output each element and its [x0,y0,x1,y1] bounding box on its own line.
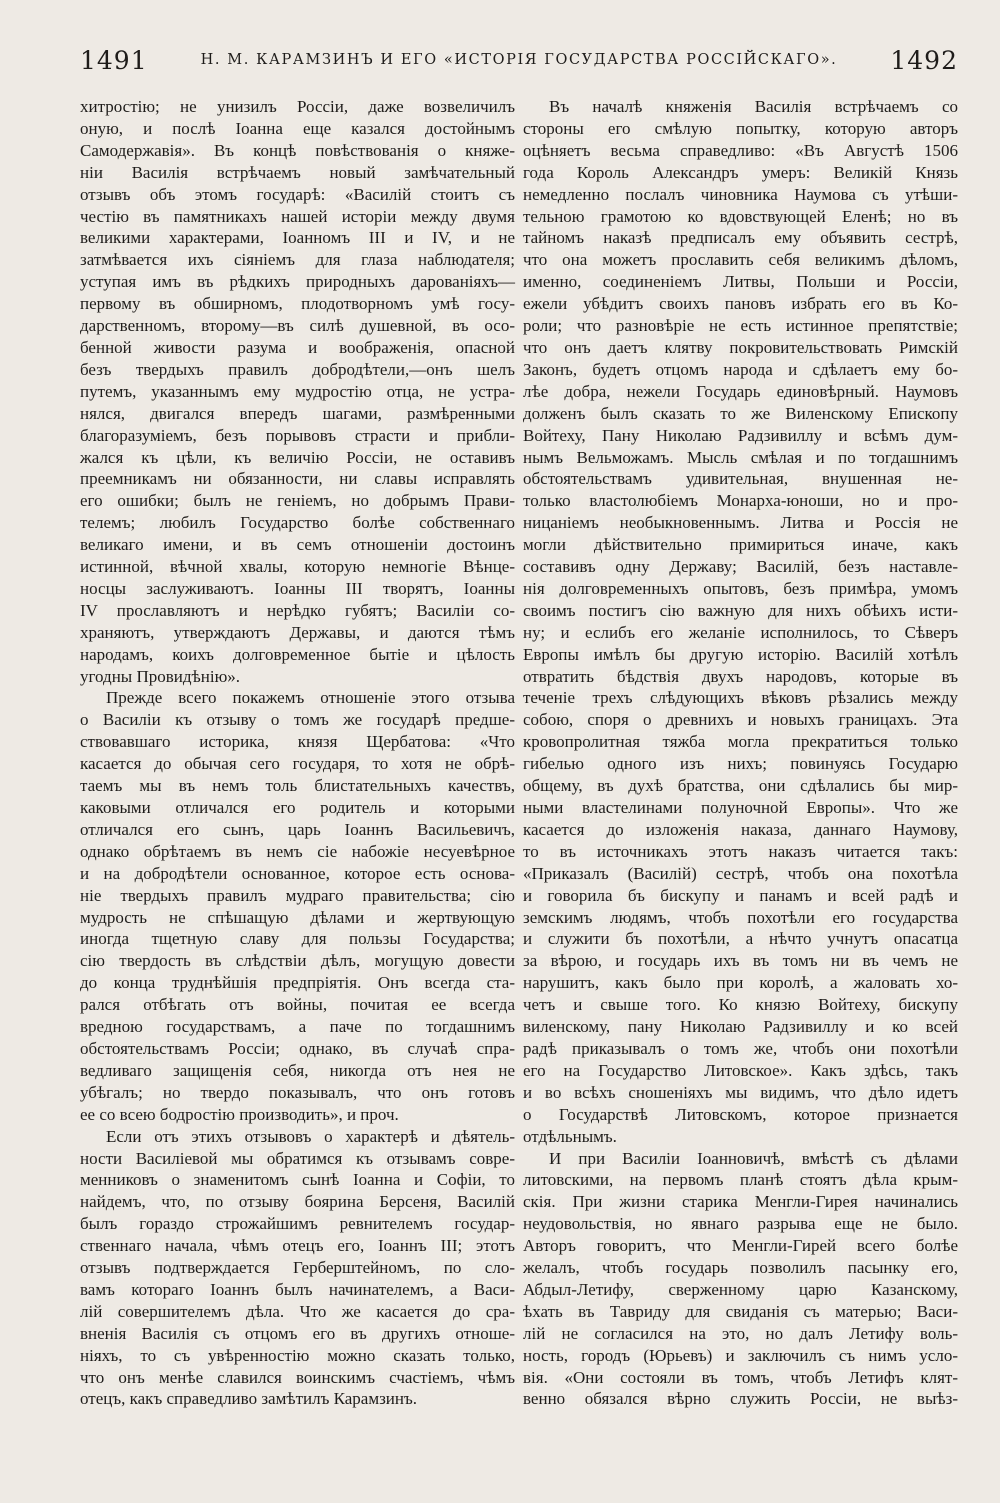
text-line: лій не согласился на это, но далъ Летифу воль- [523,1323,958,1343]
text-line: обстоятельствамъ Россіи; однако, въ случаѣ спра- [80,1038,515,1058]
text-line: Войтеху, Пану Николаю Радзивиллу и всѣмъ дум- [523,425,958,445]
text-line: «Приказалъ (Василій) сестрѣ, чтобъ она похотѣла [523,863,958,883]
text-line: найдемъ, что, по отзыву боярина Берсеня, Василій [80,1192,515,1212]
text-line: и во всѣхъ сношеніяхъ мы видимъ, что дѣло идетъ [523,1082,958,1102]
text-line: отличался его сынъ, царь Іоаннъ Васильевичъ, [80,819,515,839]
text-line: земскимъ людямъ, чтобъ похотѣли его государства [523,907,958,927]
text-line: великими характерами, Іоанномъ III и IV, и не [80,228,515,248]
text-line: первому въ обширномъ, плодотворномъ умѣ госу- [80,294,515,314]
text-line: угодны Провидѣнію». [80,666,241,686]
text-line: четъ и свыше того. Ко князю Войтеху, бискупу [523,995,958,1015]
text-line: ствовавшаго историка, князя Щербатова: «Что [80,732,515,752]
text-line: дарственномъ, второму—въ силѣ душевной, въ осо- [80,316,515,336]
text-line: могли дѣйствительно примириться иначе, какъ [523,535,958,555]
page-number-left: 1491 [80,46,148,75]
text-column-left [80,96,515,1410]
text-line: ведливаго защищенія себя, никогда отъ нея не [80,1060,515,1080]
text-line: своимъ постигъ сію важную для нихъ обѣихъ исти- [523,600,958,620]
text-line: его на Государство Литовское». Какъ здѣсь, такъ [523,1060,958,1080]
text-line: и на добродѣтели основанное, которое есть основа- [80,863,515,883]
text-line: до конца труднѣйшія предпріятія. Онъ всегда ста- [80,973,515,993]
text-line: уступая имъ въ рѣдкихъ природныхъ дарованіяхъ— [80,272,515,292]
text-line: каковыми отличался его родитель и которыми [80,798,515,817]
text-line: нымъ Вельможамъ. Мысль смѣлая и по тогдашнимъ [523,447,958,467]
text-line: отецъ, какъ справедливо замѣтилъ Карамзинъ. [80,1389,418,1409]
text-line: скія. При жизни старика Менгли-Гирея начинались [523,1192,958,1212]
text-line: сію твердость въ слѣдствіи дѣлъ, могущую довести [80,951,515,971]
text-line: долженъ былъ сказать то же Виленскому Епископу [523,403,958,423]
text-line: года Король Александръ умеръ: Великій Князь [523,162,958,182]
text-line: Авторъ говоритъ, что Менгли-Гирей всего болѣе [523,1236,958,1256]
text-line: менниковъ о знаменитомъ сынѣ Іоанна и Софіи, то [80,1170,515,1190]
text-line: нія долговременныхъ опытовъ, безъ примѣра, умомъ [523,578,958,598]
text-line: убѣгалъ; но твердо показывалъ, что онъ готовъ [80,1082,515,1102]
text-line: Европы имѣлъ бы другую исторію. Василій хотѣлъ [523,644,958,664]
text-line: хитростію; не унизилъ Россіи, даже возвеличилъ [80,97,515,116]
text-line: литовскими, на первомъ планѣ стоятъ дѣла крым- [523,1170,958,1190]
text-line: что онъ даетъ клятву покровительствовать Римскій [523,337,958,357]
text-line: роли; что разновѣріе не есть истинное препятствіе; [523,316,958,336]
text-line: Въ началѣ княженія Василія встрѣчаемъ со [549,97,958,116]
text-line: отдѣльнымъ. [523,1126,617,1146]
text-line: мудрость не спѣшащую дѣлами и жертвующую [80,907,515,927]
text-line: желалъ, чтобъ государь позволилъ пасынку его, [523,1258,958,1278]
text-line: то въ источникахъ этотъ наказъ читается такъ: [523,841,958,861]
text-line: оную, и послѣ Іоанна еще казался достойнымъ [80,118,515,138]
text-line: ее со всею бодростію производить», и проч. [80,1104,399,1124]
text-line: отзывъ объ этомъ государѣ: «Василій стоитъ съ [80,184,515,204]
text-line: Абдыл-Летифу, сверженному царю Казанскому, [523,1279,958,1299]
text-line: гибелью одного изъ нихъ; повинуясь Государю [523,754,958,774]
text-line: ежели убѣдитъ своихъ пановъ избрать его въ Ко- [523,294,958,314]
text-line: Самодержавія». Въ концѣ повѣствованія о княже- [80,140,515,160]
text-line: однако обрѣтаемъ въ немъ сіе набожіе несуевѣрное [80,841,515,861]
text-line: иногда тщетную славу для пользы Государства; [80,929,515,949]
text-line: рался отбѣгать отъ войны, почитая ее всегда [80,995,515,1015]
text-line: о Василіи къ отзыву о томъ же государѣ предше- [80,710,515,730]
text-line: ницаніемъ необыкновеннымъ. Литва и Россія не [523,513,958,533]
text-column-right [523,96,958,1410]
text-line: радѣ приказывалъ о томъ же, чтобъ они похотѣли [523,1038,958,1058]
text-line: вія. «Они состояли въ томъ, чтобъ Летифъ клят- [523,1367,958,1387]
text-line: что она можетъ прославить себя великимъ дѣломъ, [523,250,958,270]
running-header [80,46,958,82]
text-line: что онъ менѣе славился воинскимъ счастіемъ, чѣмъ [80,1367,515,1387]
text-line: ніе твердыхъ правилъ мудраго правительства; сію [80,885,515,905]
text-line: кровопролитная тяжба могла прекратиться только [523,732,958,752]
text-line: ственнаго начала, чѣмъ отецъ его, Іоаннъ III; этотъ [80,1236,515,1256]
text-line: храняютъ, утверждаютъ Державы, и даются тѣмъ [80,622,515,642]
text-line: венно обязался вѣрно служить Россіи, не выѣз- [523,1389,958,1409]
text-line: жался къ цѣли, къ величію Россіи, не оставивъ [80,447,515,467]
text-line: вамъ котораго Іоаннъ былъ начинателемъ, а Васи- [80,1279,515,1299]
text-line: ности Василіевой мы обратимся къ отзывамъ совре- [80,1148,515,1168]
text-line: оцѣняетъ весьма справедливо: «Въ Августѣ 1506 [523,140,958,160]
text-line: ніяхъ, то съ увѣренностію можно сказать только, [80,1345,515,1365]
text-line: безъ твердыхъ правилъ добродѣтели,—онъ шелъ [80,359,515,379]
text-line: касается до изложенія наказа, даннаго Наумову, [523,819,958,839]
text-line: истинной, вѣчной хвалы, которую немногіе Вѣнце- [80,557,515,577]
text-line: благоразуміемъ, безъ порывовъ страсти и прибли- [80,425,515,445]
text-line: Прежде всего покажемъ отношеніе этого отзыва [106,688,515,708]
text-line: собою, споря о древнихъ и новыхъ границахъ. Эта [523,710,958,730]
text-line: и говорила бъ бискупу и панамъ и всей радѣ и [523,885,958,905]
text-line: затмѣвается ихъ сіяніемъ для глаза наблюдателя; [80,250,515,270]
text-line: лѣе добра, нежели Государь единовѣрный. Наумовъ [523,381,958,401]
text-line: лій совершителемъ дѣла. Что же касается до сра- [80,1301,515,1321]
text-line: былъ гораздо строжайшимъ ревнителемъ государ- [80,1214,515,1234]
text-line: нарушитъ, какъ было при королѣ, а жаловать хо- [523,973,958,993]
text-line: таемъ мы въ немъ толь блистательныхъ качествъ, [80,776,515,796]
text-line: виленскому, пану Николаю Радзивиллу и ко всей [523,1017,958,1037]
text-line: за вѣрою, и государь ихъ въ томъ ни въ чемъ не [523,951,958,971]
text-line: И при Василіи Іоанновичѣ, вмѣстѣ съ дѣлами [549,1148,958,1168]
text-line: народамъ, коихъ долговременное бытіе и цѣлость [80,644,515,664]
text-line: вредною государствамъ, а паче по тогдашнимъ [80,1017,515,1037]
text-line: великаго имени, и въ семъ отношеніи достоинъ [80,535,515,555]
text-line: Законъ, будетъ отцомъ народа и сдѣлаетъ ему бо- [523,359,958,379]
text-line: ѣхать въ Тавриду для свиданія съ матерью; Васи- [523,1301,958,1321]
running-title: Н. М. КАРАМЗИНЪ И ЕГО «ИСТОРІЯ ГОСУДАРСТВА РОССІЙСКАГО». [200,52,838,68]
text-line: честію въ памятникахъ нашей исторіи между двумя [80,206,515,226]
text-line: именно, соединеніемъ Литвы, Польши и Россіи, [523,272,958,292]
text-line: телемъ; любилъ Государство болѣе собственнаго [80,513,515,533]
text-line: немедленно послалъ чиновника Наумова съ утѣши- [523,184,958,204]
text-line: неудовольствія, но явнаго разрыва еще не было. [523,1214,958,1234]
text-line: бенной живости разума и воображенія, опасной [80,337,515,357]
page-number-right: 1492 [890,46,958,75]
text-line: стороны его смѣлую попытку, которую авторъ [523,118,958,138]
text-line: тельною грамотою ко вдовствующей Еленѣ; но въ [523,206,958,226]
text-line: и служити бъ похотѣли, а нѣчто учнутъ опасатца [523,929,958,949]
text-line: носцы заслуживаютъ. Іоанны III творятъ, Іоанны [80,578,515,598]
text-line: нялся, двигался впередъ шагами, размѣренными [80,403,515,423]
text-line: его ошибки; былъ не геніемъ, но добрымъ Прави- [80,491,515,511]
text-line: вненія Василія съ отцомъ его въ другихъ отноше- [80,1323,515,1343]
text-line: Если отъ этихъ отзывовъ о характерѣ и дѣятель- [106,1126,515,1146]
text-line: составивъ одну Державу; Василій, безъ наставле- [523,557,958,577]
text-line: преемникамъ ни обязанности, ни славы исправлять [80,469,515,489]
text-line: ніи Василія встрѣчаемъ новый замѣчательный [80,162,515,182]
text-line: ность, городъ (Юрьевъ) и заключилъ съ нимъ усло- [523,1345,958,1365]
text-line: общему, въ духѣ братства, они сдѣлались бы мир- [523,776,958,796]
text-line: путемъ, указаннымъ ему мудростію отца, не устра- [80,381,515,401]
text-line: о Государствѣ Литовскомъ, которое признается [523,1104,958,1124]
text-line: касается до обычая сего государя, то хотя не обрѣ- [80,754,515,774]
text-line: отзывъ подтверждается Герберштейномъ, по сло- [80,1258,515,1278]
text-line: отвратить бѣдствія двухъ народовъ, которые въ [523,666,958,686]
text-line: IV прославляютъ и нерѣдко губятъ; Василіи со- [80,600,515,620]
text-line: ну; и еслибъ его желаніе исполнилось, то Сѣверъ [523,622,958,642]
text-line: обстоятельствамъ удивительная, внушенная не- [523,469,958,489]
text-line: только властолюбіемъ Монарха-юноши, но и про- [523,491,958,511]
text-line: тайномъ наказѣ предписалъ ему объявить сестрѣ, [523,228,958,248]
text-line: ными властелинами полуночной Европы». Что же [523,798,958,817]
text-line: теченіе трехъ слѣдующихъ вѣковъ рѣзались между [523,688,958,708]
